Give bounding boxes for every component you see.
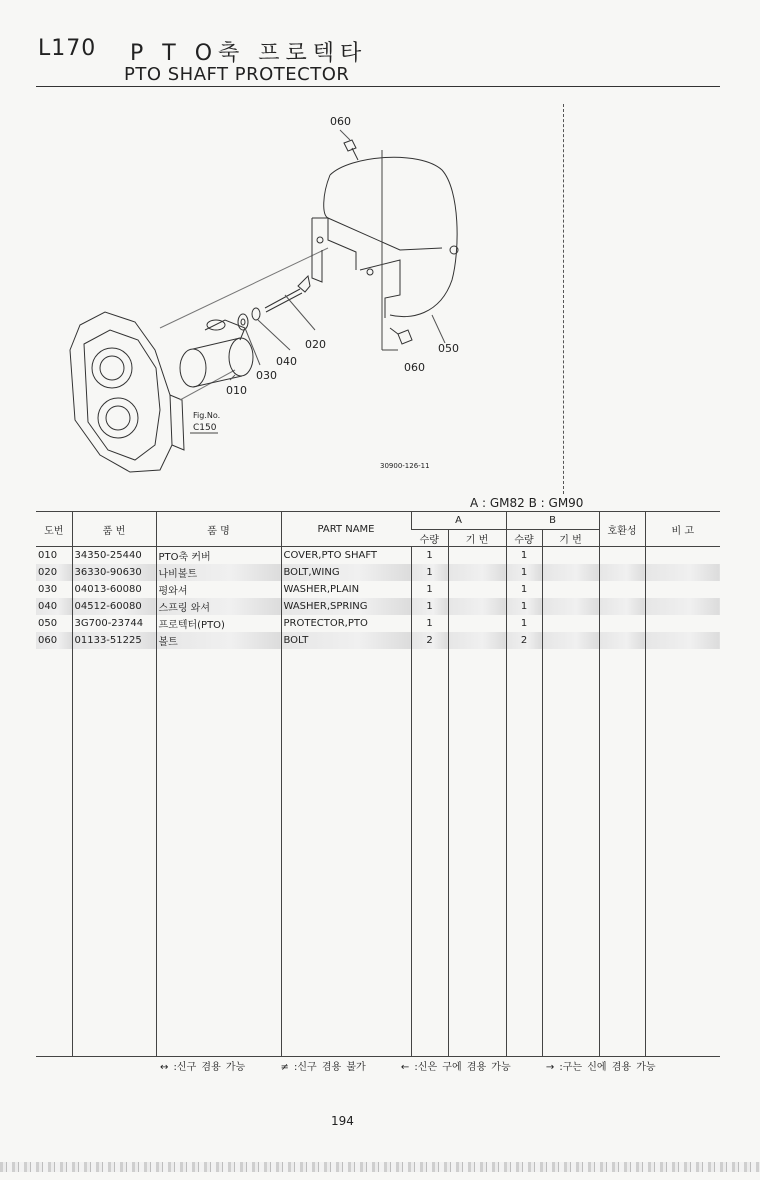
callout-030: 030 [256, 369, 277, 382]
cell-part-name: WASHER,SPRING [281, 598, 411, 615]
cell-no: 010 [38, 550, 58, 561]
table-row [36, 598, 720, 615]
cell-part-no: 34350-25440 [72, 547, 156, 565]
callout-010: 010 [226, 384, 247, 397]
dashed-divider [563, 104, 564, 494]
col-header-group-b: B [506, 512, 599, 530]
cell-qty-a: 1 [411, 564, 448, 581]
table-row [36, 615, 720, 632]
callout-040: 040 [276, 355, 297, 368]
cell-no: 020 [36, 564, 72, 581]
cell-qty-b: 2 [506, 632, 542, 649]
cell-qty-a: 1 [411, 547, 448, 565]
cell-no: 030 [38, 584, 58, 595]
col-header-part-no: 품 번 [72, 512, 156, 547]
cell-name-ko: 평와셔 [156, 581, 281, 598]
header-rule [36, 86, 720, 87]
col-header-serial-b: 기 번 [542, 530, 599, 547]
title-english: PTO SHAFT PROTECTOR [124, 64, 350, 85]
col-header-remarks: 비 고 [645, 512, 720, 547]
cell-no: 060 [36, 632, 72, 649]
col-header-group-a: A [411, 512, 506, 530]
bolt-bottom-drawing [390, 328, 412, 344]
cell-name-ko: 나비볼트 [156, 564, 281, 581]
callout-060-bottom: 060 [404, 361, 425, 374]
callout-060-top: 060 [330, 115, 351, 128]
cell-part-no: 04512-60080 [72, 598, 156, 615]
cell-qty-b: 1 [506, 547, 542, 565]
cell-part-name: COVER,PTO SHAFT [281, 547, 411, 565]
cell-no: 050 [38, 618, 58, 629]
cell-name-ko: 볼트 [156, 632, 281, 649]
section-code: L170 [38, 36, 97, 61]
callout-020: 020 [305, 338, 326, 351]
drawing-number: 30900-126-11 [380, 462, 430, 470]
cell-qty-a: 1 [411, 615, 448, 632]
cell-part-no: 3G700-23744 [72, 615, 156, 632]
page-number: 194 [331, 1114, 354, 1128]
cell-qty-b: 1 [506, 581, 542, 598]
scan-edge-strip [0, 1162, 760, 1172]
gear-housing-drawing [70, 312, 184, 472]
protector-drawing [312, 157, 458, 318]
cell-name-ko: 스프링 와셔 [156, 598, 281, 615]
legend-item: → :구는 신에 겸용 가능 [545, 1062, 656, 1073]
wing-bolt-drawing [265, 276, 310, 312]
col-header-qty-a: 수량 [411, 530, 448, 547]
cell-part-no: 04013-60080 [72, 581, 156, 598]
cell-part-name: BOLT [281, 632, 411, 649]
cell-part-name: PROTECTOR,PTO [281, 615, 411, 632]
title-korean: P T O축 프로텍타 [130, 41, 368, 66]
cell-no: 040 [36, 598, 72, 615]
fig-no-label: Fig.No. [193, 411, 221, 420]
col-header-name-ko: 품 명 [156, 512, 281, 547]
col-header-no: 도번 [36, 512, 72, 547]
col-header-qty-b: 수량 [506, 530, 542, 547]
cell-part-no: 01133-51225 [72, 632, 156, 649]
table-row [36, 547, 720, 565]
legend-item: ← :신은 구에 겸용 가능 [400, 1062, 511, 1073]
table-row [36, 581, 720, 598]
callout-050: 050 [438, 342, 459, 355]
legend-item: ≠ :신구 겸용 불가 [280, 1062, 366, 1073]
cell-part-no: 36330-90630 [72, 564, 156, 581]
bolt-top-drawing [344, 140, 358, 160]
cell-qty-a: 1 [411, 598, 448, 615]
fig-ref: C150 [193, 423, 217, 433]
legend-item: ↔ :신구 겸용 가능 [160, 1062, 246, 1073]
cell-qty-b: 1 [506, 598, 542, 615]
cell-qty-a: 2 [411, 632, 448, 649]
table-row [36, 632, 720, 649]
cell-part-name: BOLT,WING [281, 564, 411, 581]
col-header-part-name: PART NAME [281, 512, 411, 547]
parts-table [36, 511, 720, 1057]
compatibility-legend [160, 1058, 686, 1073]
table-filler-row [36, 649, 720, 1057]
cell-part-name: WASHER,PLAIN [281, 581, 411, 598]
cell-name-ko: PTO축 커버 [156, 547, 281, 565]
col-header-serial-a: 기 번 [448, 530, 506, 547]
cell-qty-a: 1 [411, 581, 448, 598]
cell-name-ko: 프로텍터(PTO) [156, 615, 281, 632]
washer-spring-drawing [252, 308, 260, 320]
cell-qty-b: 1 [506, 615, 542, 632]
exploded-diagram [60, 100, 560, 490]
cell-qty-b: 1 [506, 564, 542, 581]
col-header-compat: 호환성 [599, 512, 645, 547]
table-row [36, 564, 720, 581]
models-legend: A : GM82 B : GM90 [470, 496, 584, 510]
